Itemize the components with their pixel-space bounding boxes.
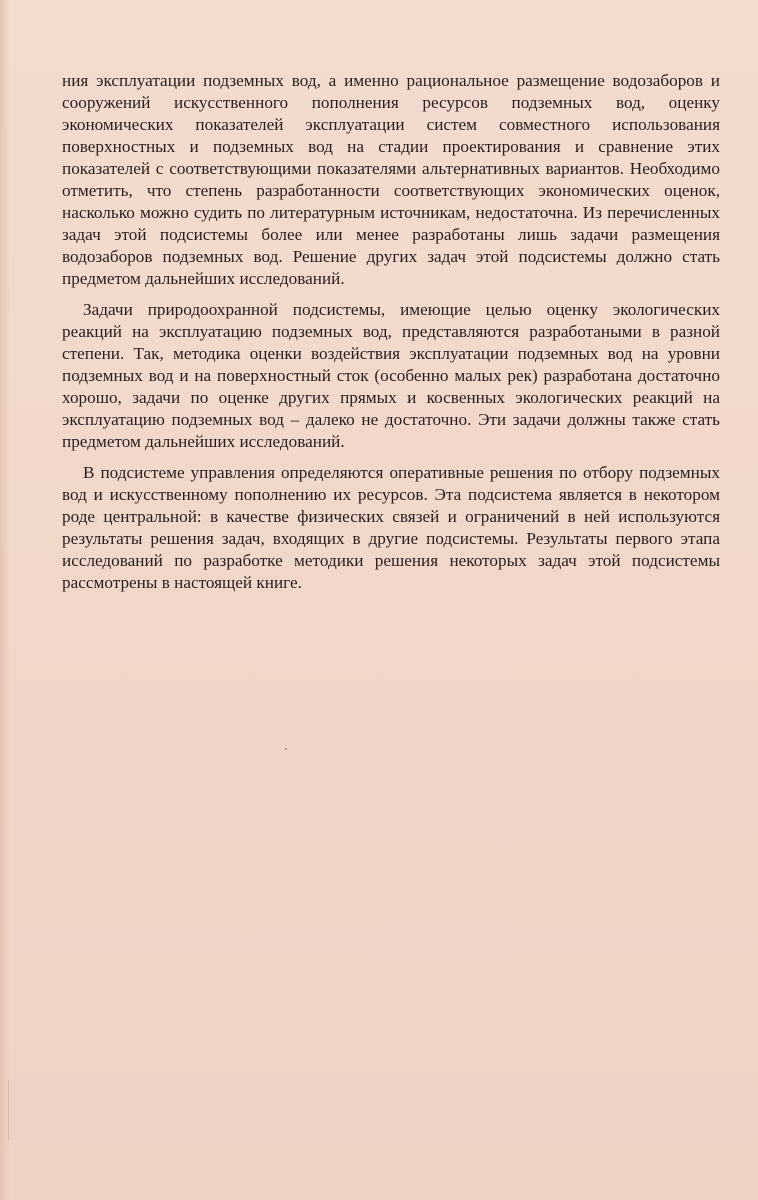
page-edge-shadow [0, 0, 10, 1200]
body-text [62, 70, 720, 603]
paragraph-1: ния эксплуатации подземных вод, а именно рациональное размещение водозаборов и сооружений искусственного пополнения ресурсов подземных вод, оценку экономических показателей эксплуатации систем совместного использования поверхностных и подземных вод на стадии проектирования и сравнение этих показателей с соответствующими показателями альтернативных вариантов. Необходимо отметить, что степень разработанности соответствующих экономических оценок, насколько можно судить по литературным источникам, недостаточна. Из перечисленных задач этой подсистемы более или менее разработаны лишь задачи размещения водозаборов подземных вод. Решение других задач этой подсистемы должно стать предметом дальнейших исследований. [62, 71, 720, 288]
paragraph-3: В подсистеме управления определяются оперативные решения по отбору подземных вод и искусственному пополнению их ресурсов. Эта подсистема является в некотором роде центральной: в качестве физических связей и ограничений в ней используются результаты решения задач, входящих в другие подсистемы. Результаты первого этапа исследований по разработке методики решения некоторых задач этой подсистемы рассмотрены в настоящей книге. [62, 463, 720, 592]
paragraph-2: Задачи природоохранной подсистемы, имеющие целью оценку экологических реакций на эксплуатацию подземных вод, представляются разработаными в разной степени. Так, методика оценки воздействия эксплуатации подземных вод на уровни подземных вод и на поверхностный сток (особенно малых рек) разработана достаточно хорошо, задачи по оценке других прямых и косвенных экологических реакций на эксплуатацию подземных вод – далеко не достаточно. Эти задачи должны также стать предметом дальнейших исследований. [62, 300, 720, 451]
paper-speck [285, 748, 287, 750]
paper-crease [8, 1080, 9, 1140]
